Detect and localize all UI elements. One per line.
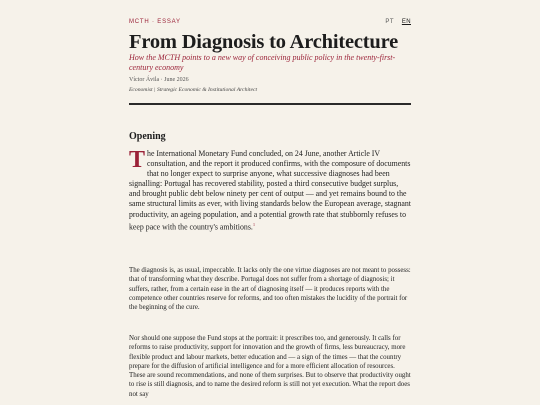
- kicker-label: MCTH · ESSAY: [129, 19, 181, 25]
- language-switcher: [379, 19, 411, 25]
- lang-en-link[interactable]: EN: [401, 19, 411, 25]
- drop-cap: T: [129, 147, 146, 173]
- paragraph-opening-text: he International Monetary Fund concluded, on 24 June, another Article IV consultation, and the report it produced confirms, with the composure of documents that no longer expect to surprise anyone, what successive diagnoses had been signalling: Portugal has recovered stability, posted a third consecutive budget surplus, and brought public debt below ninety per cent of output — and yet remains bound to the same structural limits as ever, with living standards below the European average, stagnant productivity, an ageing population, and a potential growth rate that stubbornly refuses to keep pace with the country's ambitions.: [129, 149, 411, 232]
- paragraph-prescription: Nor should one suppose the Fund stops at the portrait: it prescribes too, and generously. It calls for reforms to raise productivity, support for innovation and the growth of firms, less bureaucracy, more flexible product and labour markets, better education and — a sign of the times — that the country prepare for the diffusion of artificial intelligence and for a more efficient allocation of resources. These are sound recommendations, and none of them surprises. But to observe that productivity ought to rise is still diagnosis, and to name the desired reform is still not yet execution. What the report does not say: [129, 335, 411, 398]
- article-byline: Víctor Ávila · June 2026: [129, 77, 189, 83]
- article-subtitle: How the MCTH points to a new way of conceiving public policy in the twenty-first-century economy: [129, 53, 396, 72]
- lang-pt-link[interactable]: PT: [385, 19, 394, 25]
- paragraph-diagnosis: The diagnosis is, as usual, impeccable. It lacks only the one virtue diagnoses are not meant to possess: that of transforming what they describe. Portugal does not suffer from a shortage of diagnosis; it suffers, rather, from a certain ease in the art of diagnosing itself — it produces reports with the competence other countries reserve for reforms, and too often mistakes the lucidity of the portrait for the beginning of the cure.: [129, 267, 411, 312]
- paragraph-opening: [129, 149, 411, 232]
- article-title: From Diagnosis to Architecture: [129, 31, 399, 53]
- author-affiliation: Economist | Strategic Economic & Institutional Architect: [129, 87, 257, 93]
- header-divider: [129, 103, 411, 105]
- footnote-ref[interactable]: 1: [252, 221, 256, 227]
- section-title: Opening: [129, 131, 166, 142]
